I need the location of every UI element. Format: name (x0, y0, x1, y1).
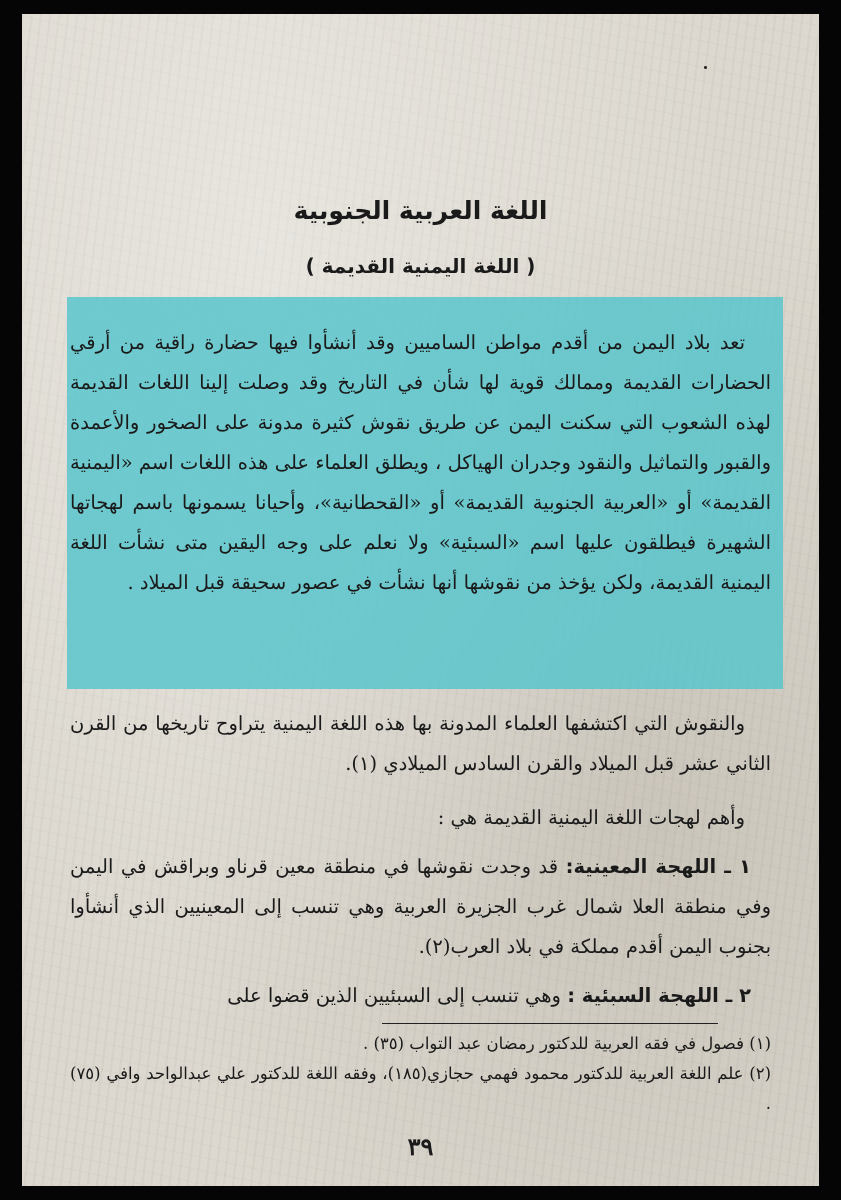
footnote-2: (٢) علم اللغة العربية للدكتور محمود فهمي حجازي(١٨٥)، وفقه اللغة للدكتور علي عبدالواحد وافي (٧٥) . (70, 1064, 771, 1113)
footnote-separator (382, 1023, 718, 1024)
paragraph-dialects-intro: وأهم لهجات اللغة اليمنية القديمة هي : (437, 806, 745, 829)
chapter-title: اللغة العربية الجنوبية (293, 196, 548, 225)
page-content (22, 14, 819, 1186)
footnote-1: (١) فصول في فقه العربية للدكتور رمضان عبد التواب (٣٥) . (362, 1034, 771, 1053)
dialect-minaean-text: قد وجدت نقوشها في منطقة معين قرناو وبراقش في اليمن وفي منطقة العلا شمال غرب الجزيرة العربية وهي تنسب إلى المعينيين الذي أنشأوا بجنوب اليمن أقدم مملكة في بلاد العرب(٢). (70, 855, 771, 958)
dialect-minaean-title: ١ ـ اللهجة المعينية: (565, 855, 752, 878)
paragraph-inscriptions: والنقوش التي اكتشفها العلماء المدونة بها هذه اللغة اليمنية يتراوح تاريخها من القرن الثاني عشر قبل الميلاد والقرن السادس الميلادي (١). (70, 712, 771, 775)
page-number: ٣٩ (407, 1132, 434, 1161)
dialect-sabaean-title: ٢ ـ اللهجة السبئية : (567, 984, 751, 1007)
footnotes (70, 1029, 771, 1119)
dialect-minaean (70, 847, 771, 967)
paragraph-intro: تعد بلاد اليمن من أقدم مواطن الساميين وقد أنشأوا فيها حضارة راقية من أرقي الحضارات القديمة وممالك قوية لها شأن في التاريخ وقد وصلت إلينا اللغات القديمة لهذه الشعوب التي سكنت اليمن عن طريق نقوش كثيرة مدونة على الصخور والأعمدة والقبور والتماثيل والنقود وجدران الهياكل ، ويطلق العلماء على هذه اللغات اسم «اليمنية القديمة» أو «العربية الجنوبية القديمة» أو «القحطانية»، وأحيانا يسمونها باسم لهجاتها الشهيرة فيطلقون عليها اسم «السبئية» ولا نعلم على وجه اليقين متى نشأت اللغة اليمنية القديمة، ولكن يؤخذ من نقوشها أنها نشأت في عصور سحيقة قبل الميلاد . (70, 331, 771, 594)
dialect-sabaean-text: وهي تنسب إلى السبئيين الذين قضوا على (227, 984, 568, 1007)
book-page (22, 14, 819, 1186)
chapter-subtitle: ( اللغة اليمنية القديمة ) (305, 254, 536, 278)
dialect-sabaean (70, 976, 771, 1016)
